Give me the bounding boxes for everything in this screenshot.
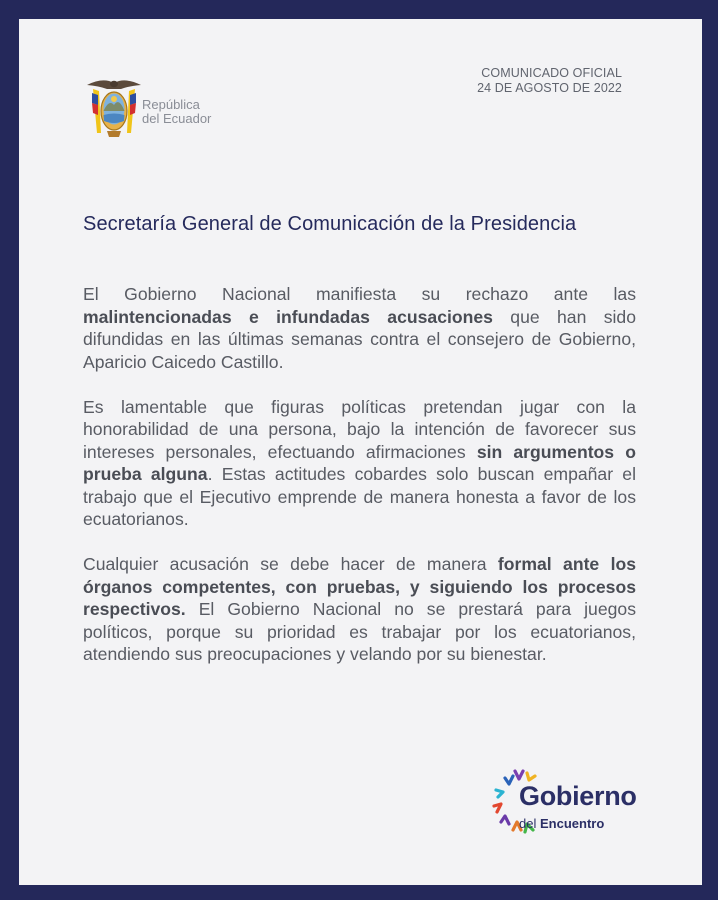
document-header-info [477, 66, 622, 96]
paragraph-1-text-b: que han sido difundidas en las últimas semanas contra el consejero de Gobierno, Aparicio Caicedo Castillo. [83, 306, 636, 372]
sub-light: del [519, 816, 537, 831]
gobierno-wordmark: Gobierno [519, 781, 637, 811]
paragraph-3-text-b: El Gobierno Nacional no se prestará para juegos políticos, porque su prioridad es trabajar por los ecuatorianos, atendiendo sus preocupaciones y velando por su bienestar. [83, 599, 636, 664]
sub-bold: Encuentro [539, 816, 605, 831]
doc-type-label: COMUNICADO OFICIAL [481, 66, 622, 80]
paragraph-1-text-a: El Gobierno Nacional manifiesta su rechazo ante las [83, 284, 636, 304]
brand-line-1: República [142, 97, 200, 112]
paragraph-2-text-a: Es lamentable que figuras políticas pretendan jugar con la honorabilidad de una persona, bajo la intención de favorecer sus intereses personales, efectuando afirmaciones [83, 396, 636, 462]
paragraph-1 [83, 283, 636, 373]
republica-ecuador-wordmark [142, 98, 211, 126]
paragraph-2 [83, 396, 636, 531]
gobierno-del-encuentro-logo [491, 764, 651, 839]
paragraph-3-text-a: Cualquier acusación se debe hacer de manera [83, 554, 498, 574]
republica-ecuador-logo [85, 75, 225, 139]
paragraph-2-bold: sin argumentos o prueba alguna [83, 441, 636, 484]
doc-date: 24 DE AGOSTO DE 2022 [477, 81, 622, 95]
statement-body [83, 283, 636, 688]
page-title: Secretaría General de Comunicación de la Presidencia [83, 213, 577, 235]
coat-of-arms-icon [85, 75, 143, 139]
paragraph-3 [83, 553, 636, 666]
paragraph-1-bold: malintencionadas e infundadas acusaciones [83, 306, 493, 327]
document-page [19, 19, 702, 885]
paragraph-2-text-b: . Estas actitudes cobardes solo buscan empañar el trabajo que el Ejecutivo emprende de manera honesta a favor de los ecuatorianos. [83, 464, 637, 529]
del-encuentro-wordmark [519, 816, 604, 831]
paragraph-3-bold: formal ante los órganos competentes, con pruebas, y siguiendo los procesos respectivos. [83, 554, 636, 619]
brand-line-2: del Ecuador [142, 111, 212, 126]
